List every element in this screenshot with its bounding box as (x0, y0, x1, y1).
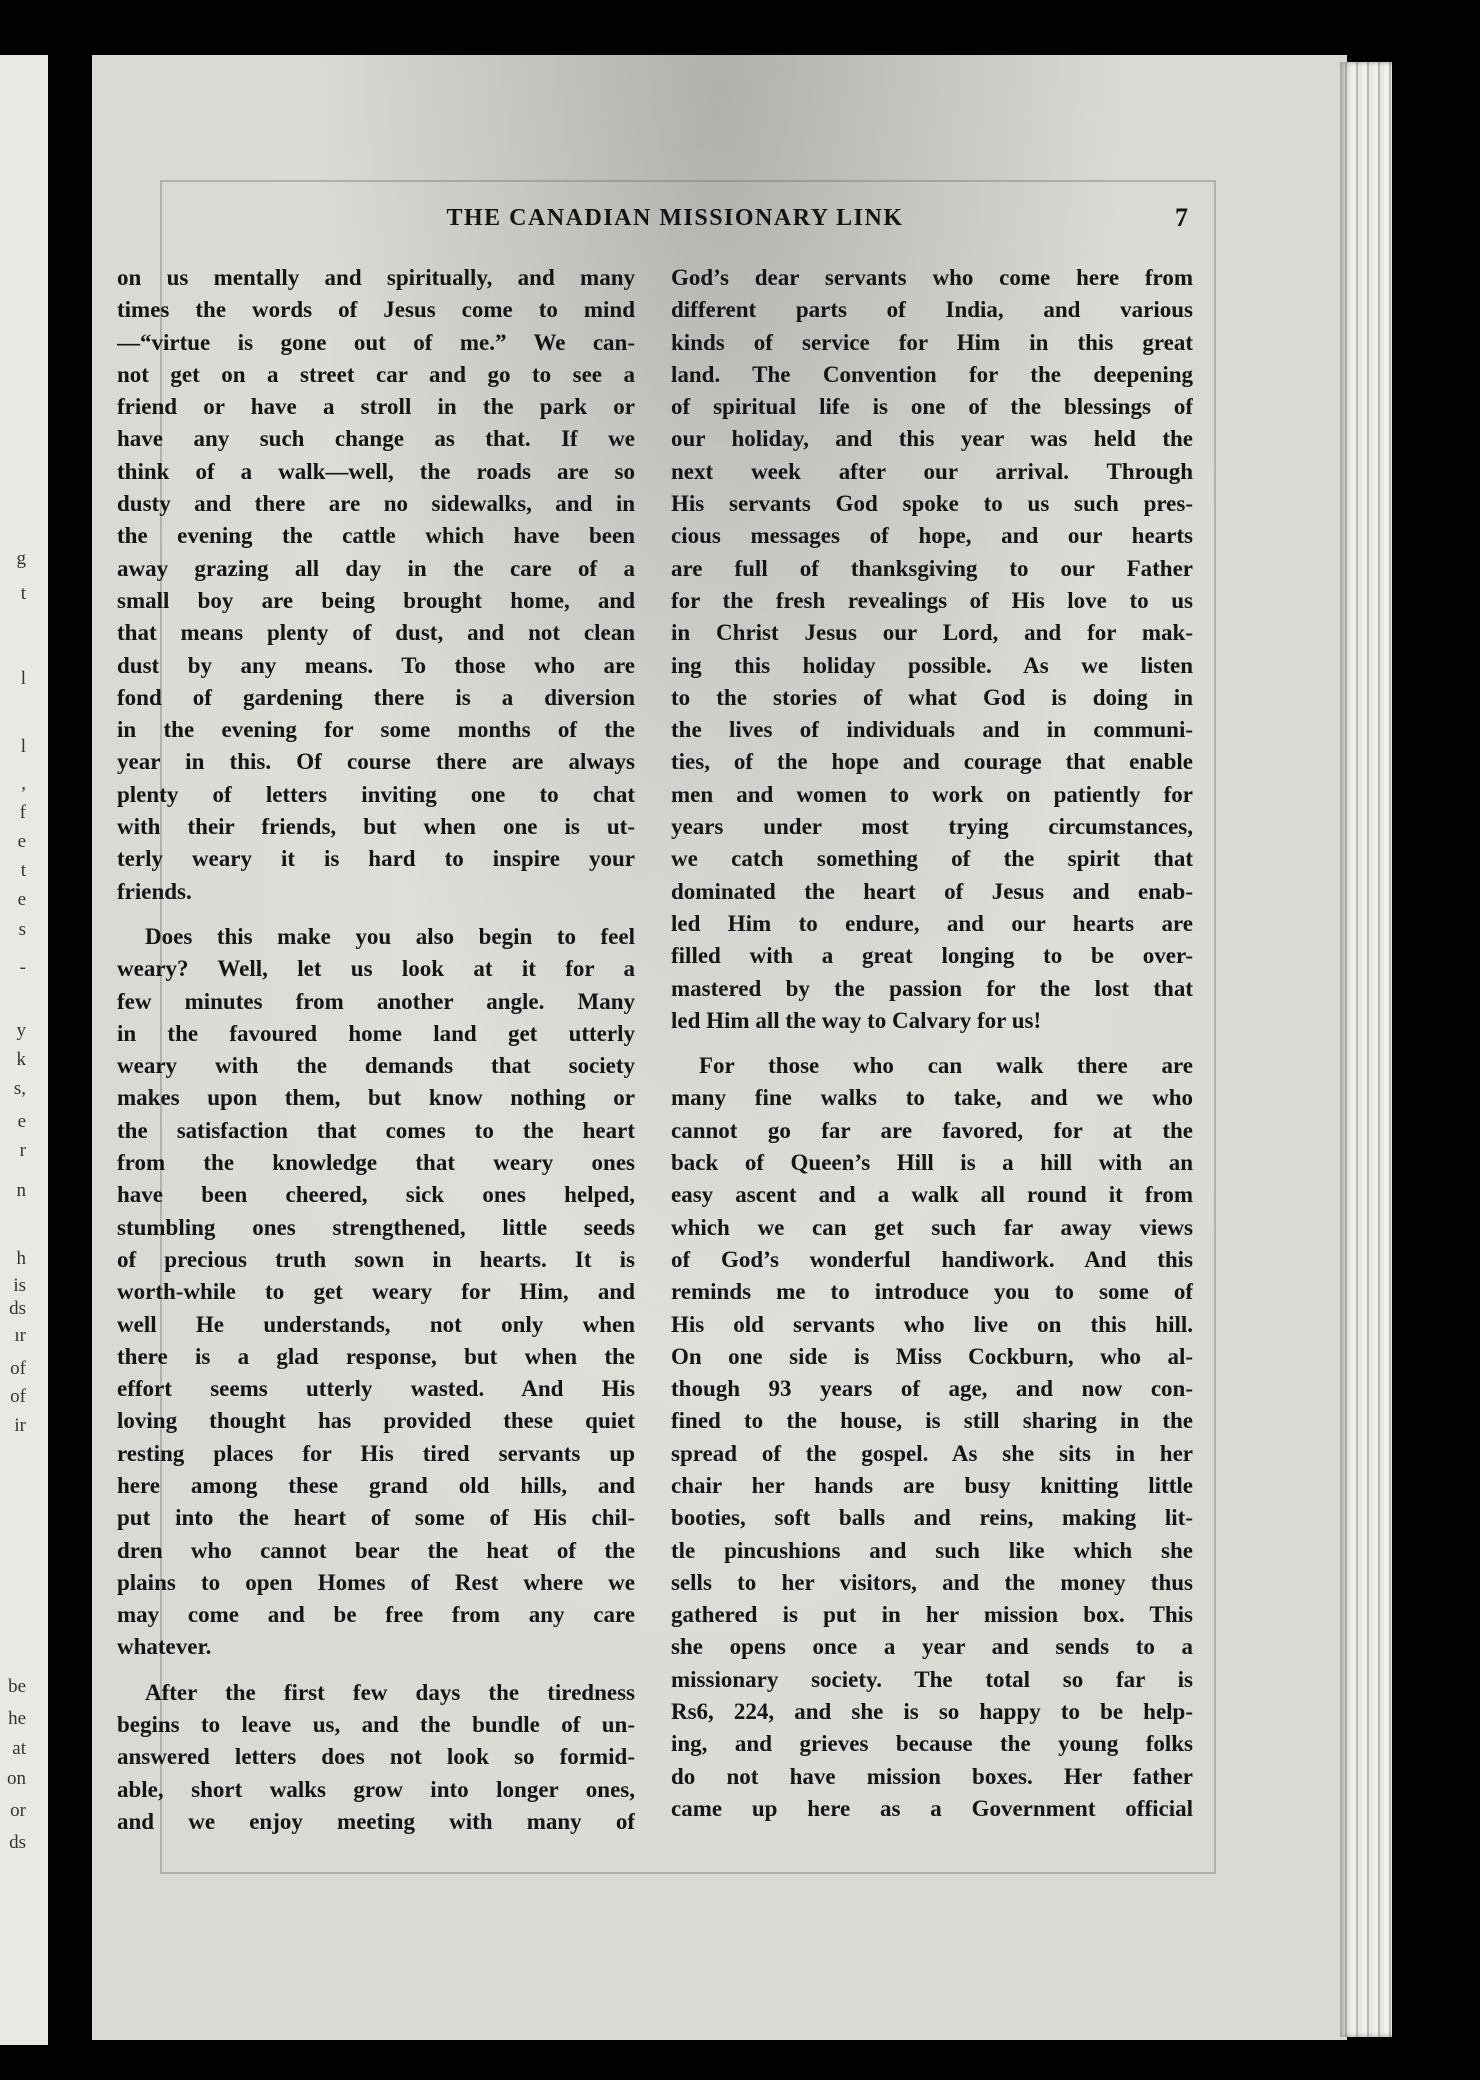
previous-page-fragment: at (12, 1738, 26, 1759)
text-line: spread of the gospel. As she sits in her (671, 1440, 1193, 1466)
text-line: of spiritual life is one of the blessings of (671, 394, 1193, 420)
previous-page-fragment: e (17, 889, 26, 910)
previous-page-fragment: he (8, 1708, 26, 1729)
text-line: gathered is put in her mission box. This (671, 1602, 1193, 1628)
text-line: ing this holiday possible. As we listen (671, 652, 1193, 678)
previous-page-fragment: , (21, 773, 26, 794)
previous-page-fragment: of (10, 1358, 26, 1379)
text-line: in Christ Jesus our Lord, and for mak- (671, 620, 1193, 646)
previous-page-fragment: is (13, 1275, 26, 1296)
text-line: reminds me to introduce you to some of (671, 1279, 1193, 1305)
text-line: the lives of individuals and in communi- (671, 717, 1193, 743)
text-line: Rs6, 224, and she is so happy to be help- (671, 1699, 1193, 1725)
text-line: His servants God spoke to us such pres- (671, 491, 1193, 517)
text-line: stumbling ones strengthened, little seeds (117, 1214, 635, 1240)
text-line: kinds of service for Him in this great (671, 329, 1193, 355)
text-line: cannot go far are favored, for at the (671, 1117, 1193, 1143)
text-line: we catch something of the spirit that (671, 846, 1193, 872)
previous-page-fragment: be (8, 1676, 26, 1697)
text-line: plenty of letters inviting one to chat (117, 781, 635, 807)
text-line: easy ascent and a walk all round it from (671, 1182, 1193, 1208)
text-line: Does this make you also begin to feel (145, 923, 635, 949)
previous-page-fragment: k (16, 1049, 26, 1070)
previous-page-fragment: ır (14, 1325, 26, 1346)
previous-page-fragment: e (17, 831, 26, 852)
text-line: led Him to endure, and our hearts are (671, 910, 1193, 936)
text-line: though 93 years of age, and now con- (671, 1376, 1193, 1402)
previous-page-fragment: y (16, 1020, 26, 1041)
previous-page-fragment: - (19, 957, 26, 978)
text-line: are full of thanksgiving to our Father (671, 555, 1193, 581)
text-line: For those who can walk there are (699, 1053, 1193, 1079)
text-line: God’s dear servants who come here from (671, 265, 1193, 290)
text-line: dominated the heart of Jesus and enab- (671, 878, 1193, 904)
text-line: men and women to work on patiently for (671, 781, 1193, 807)
text-line: ing, and grieves because the young folks (671, 1731, 1193, 1757)
text-line: booties, soft balls and reins, making lit- (671, 1505, 1193, 1531)
text-line: years under most trying circumstances, (671, 814, 1193, 840)
text-line: terly weary it is hard to inspire your (117, 846, 635, 872)
text-line: away grazing all day in the care of a (117, 555, 635, 581)
text-line: the evening the cattle which have been (117, 523, 635, 549)
text-line: friend or have a stroll in the park or (117, 394, 635, 420)
text-line: have been cheered, sick ones helped, (117, 1182, 635, 1208)
previous-page-fragment: t (20, 860, 26, 881)
text-line: resting places for His tired servants up (117, 1440, 635, 1466)
text-line: for the fresh revealings of His love to us (671, 587, 1193, 613)
text-line: —“virtue is gone out of me.” We can- (117, 329, 635, 355)
text-line: do not have mission boxes. Her father (671, 1763, 1193, 1789)
text-line: After the first few days the tiredness (145, 1679, 635, 1705)
text-line: times the words of Jesus come to mind (117, 297, 635, 323)
text-line: of God’s wonderful handiwork. And this (671, 1246, 1193, 1272)
text-line: there is a glad response, but when the (117, 1343, 635, 1369)
text-line: in the favoured home land get utterly (117, 1020, 635, 1046)
previous-page-fragment: n (16, 1180, 26, 1201)
text-line: makes upon them, but know nothing or (117, 1085, 635, 1111)
text-line: next week after our arrival. Through (671, 458, 1193, 484)
text-line: with their friends, but when one is ut- (117, 814, 635, 840)
previous-page-fragment: of (10, 1386, 26, 1407)
text-line: from the knowledge that weary ones (117, 1150, 635, 1176)
text-line: different parts of India, and various (671, 297, 1193, 323)
text-line: here among these grand old hills, and (117, 1472, 635, 1498)
paragraph-gap (117, 908, 635, 921)
left-text-column (117, 262, 635, 1838)
text-line: On one side is Miss Cockburn, who al- (671, 1343, 1193, 1369)
previous-page-fragment: on (7, 1768, 26, 1789)
text-line: in the evening for some months of the (117, 717, 635, 743)
running-head (150, 205, 1200, 245)
text-line: begins to leave us, and the bundle of un- (117, 1712, 635, 1738)
text-line: that means plenty of dust, and not clean (117, 620, 635, 646)
text-line: friends. (117, 878, 192, 904)
previous-page-margin-fragments (0, 0, 28, 2080)
text-line: fined to the house, is still sharing in the (671, 1408, 1193, 1434)
text-line: cious messages of hope, and our hearts (671, 523, 1193, 549)
text-line: mastered by the passion for the lost that (671, 975, 1193, 1001)
text-line: land. The Convention for the deepening (671, 361, 1193, 387)
text-line: dusty and there are no sidewalks, and in (117, 491, 635, 517)
text-line: and we enjoy meeting with many of (117, 1808, 635, 1834)
text-line: plains to open Homes of Rest where we (117, 1569, 635, 1595)
previous-page-fragment: l (20, 668, 26, 689)
previous-page-fragment: ir (14, 1415, 26, 1436)
previous-page-fragment: s, (13, 1078, 26, 1099)
previous-page-fragment: ds (9, 1832, 26, 1853)
journal-title: THE CANADIAN MISSIONARY LINK (446, 205, 904, 231)
text-line: weary with the demands that society (117, 1053, 635, 1079)
previous-page-fragment: e (17, 1111, 26, 1132)
text-line: few minutes from another angle. Many (117, 988, 635, 1014)
right-text-column (671, 262, 1193, 1825)
text-line: dust by any means. To those who are (117, 652, 635, 678)
text-line: she opens once a year and sends to a (671, 1634, 1193, 1660)
previous-page-fragment: l (20, 736, 26, 757)
text-line: not get on a street car and go to see a (117, 361, 635, 387)
previous-page-fragment: h (16, 1248, 26, 1269)
paragraph-gap (117, 1664, 635, 1677)
text-line: which we can get such far away views (671, 1214, 1193, 1240)
text-line: year in this. Of course there are always (117, 749, 635, 775)
text-line: on us mentally and spiritually, and many (117, 265, 635, 290)
text-line: led Him all the way to Calvary for us! (671, 1007, 1042, 1033)
text-line: small boy are being brought home, and (117, 587, 635, 613)
text-line: the satisfaction that comes to the heart (117, 1117, 635, 1143)
previous-page-fragment: t (20, 583, 26, 604)
text-line: back of Queen’s Hill is a hill with an (671, 1150, 1193, 1176)
text-line: may come and be free from any care (117, 1602, 635, 1628)
book-page-stack-edge (1340, 62, 1392, 2037)
page-number: 7 (1175, 203, 1188, 232)
text-line: whatever. (117, 1634, 212, 1660)
text-line: think of a walk—well, the roads are so (117, 458, 635, 484)
text-line: His old servants who live on this hill. (671, 1311, 1193, 1337)
previous-page-fragment: ds (9, 1298, 26, 1319)
text-line: able, short walks grow into longer ones, (117, 1776, 635, 1802)
text-line: put into the heart of some of His chil- (117, 1505, 635, 1531)
text-line: sells to her visitors, and the money thus (671, 1569, 1193, 1595)
text-line: many fine walks to take, and we who (671, 1085, 1193, 1111)
text-line: to the stories of what God is doing in (671, 684, 1193, 710)
previous-page-fragment: or (10, 1800, 26, 1821)
text-line: missionary society. The total so far is (671, 1666, 1193, 1692)
text-line: filled with a great longing to be over- (671, 943, 1193, 969)
text-line: dren who cannot bear the heat of the (117, 1537, 635, 1563)
previous-page-fragment: s (18, 919, 26, 940)
text-line: our holiday, and this year was held the (671, 426, 1193, 452)
text-line: came up here as a Government official (671, 1795, 1193, 1821)
text-line: well He understands, not only when (117, 1311, 635, 1337)
text-line: effort seems utterly wasted. And His (117, 1376, 635, 1402)
text-line: loving thought has provided these quiet (117, 1408, 635, 1434)
text-line: answered letters does not look so formid- (117, 1744, 635, 1770)
text-line: fond of gardening there is a diversion (117, 684, 635, 710)
text-line: tle pincushions and such like which she (671, 1537, 1193, 1563)
paragraph-gap (671, 1037, 1193, 1050)
previous-page-fragment: r (19, 1140, 26, 1161)
previous-page-fragment: g (16, 548, 26, 569)
text-line: of precious truth sown in hearts. It is (117, 1246, 635, 1272)
previous-page-fragment: f (19, 802, 26, 823)
text-line: have any such change as that. If we (117, 426, 635, 452)
text-line: weary? Well, let us look at it for a (117, 956, 635, 982)
text-line: chair her hands are busy knitting little (671, 1472, 1193, 1498)
text-line: ties, of the hope and courage that enable (671, 749, 1193, 775)
text-line: worth-while to get weary for Him, and (117, 1279, 635, 1305)
